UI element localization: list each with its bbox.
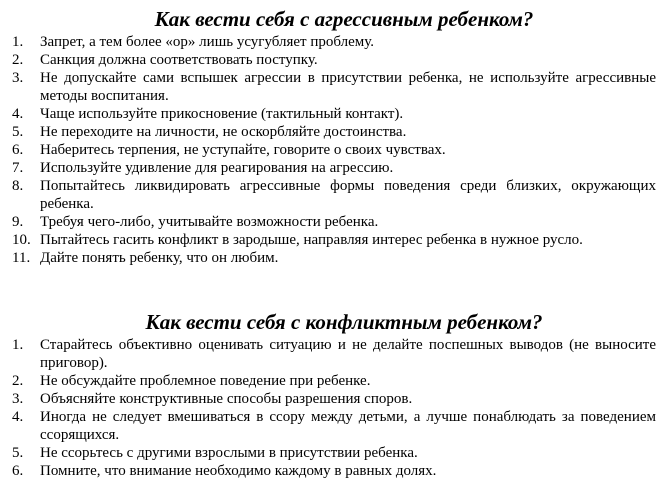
list-item (12, 462, 656, 480)
item-number: 4. (12, 409, 24, 425)
item-text: Используйте удивление для реагирования на агрессию. (40, 160, 394, 176)
list-item (12, 177, 656, 213)
list-item (12, 444, 656, 462)
section-heading: Как вести себя с агрессивным ребенком? (154, 7, 534, 31)
list-item (12, 372, 656, 390)
item-text: Иногда не следует вмешиваться в ссору между детьми, а лучше понаблюдать за поведением ссорящихся. (40, 409, 656, 443)
list-item (12, 33, 656, 51)
item-text: Санкция должна соответствовать поступку. (40, 52, 318, 68)
item-number: 6. (12, 463, 24, 479)
item-text: Не ссорьтесь с другими взрослыми в присутствии ребенка. (40, 445, 418, 461)
item-number: 2. (12, 52, 24, 68)
item-text: Объясняйте конструктивные способы разрешения споров. (40, 391, 413, 407)
item-number: 5. (12, 124, 24, 140)
item-text: Попытайтесь ликвидировать агрессивные формы поведения среди близких, окружающих ребенка. (40, 178, 656, 212)
list-item (12, 51, 656, 69)
list-item (12, 123, 656, 141)
list-item (12, 408, 656, 444)
advice-list (12, 33, 656, 267)
item-number: 7. (12, 160, 24, 176)
item-number: 3. (12, 70, 24, 86)
item-text: Не обсуждайте проблемное поведение при ребенке. (40, 373, 371, 389)
item-number: 9. (12, 214, 24, 230)
item-number: 2. (12, 373, 24, 389)
item-number: 1. (12, 337, 24, 353)
item-text: Не допускайте сами вспышек агрессии в присутствии ребенка, не используйте агрессивные методы воспитания. (40, 70, 656, 104)
item-text: Наберитесь терпения, не уступайте, говорите о своих чувствах. (40, 142, 446, 158)
list-item (12, 390, 656, 408)
list-item (12, 213, 656, 231)
item-number: 10. (12, 232, 31, 248)
list-item (12, 141, 656, 159)
item-number: 3. (12, 391, 24, 407)
item-number: 1. (12, 34, 24, 50)
advice-list (12, 336, 656, 480)
list-item (12, 336, 656, 372)
item-text: Чаще используйте прикосновение (тактильный контакт). (40, 106, 404, 122)
aggressive-child-section (12, 5, 656, 267)
list-item (12, 105, 656, 123)
item-number: 6. (12, 142, 24, 158)
item-number: 11. (12, 250, 31, 266)
item-number: 5. (12, 445, 24, 461)
item-text: Не переходите на личности, не оскорбляйте достоинства. (40, 124, 407, 140)
item-text: Пытайтесь гасить конфликт в зародыше, направляя интерес ребенка в нужное русло. (40, 232, 583, 248)
item-text: Запрет, а тем более «ор» лишь усугубляет проблему. (40, 34, 375, 50)
list-item (12, 231, 656, 249)
item-text: Требуя чего-либо, учитывайте возможности ребенка. (40, 214, 379, 230)
item-text: Дайте понять ребенку, что он любим. (40, 250, 279, 266)
item-text: Помните, что внимание необходимо каждому в равных долях. (40, 463, 437, 479)
item-text: Старайтесь объективно оценивать ситуацию и не делайте поспешных выводов (не выносите приговор). (40, 337, 656, 371)
list-item (12, 69, 656, 105)
list-item (12, 159, 656, 177)
section-heading: Как вести себя с конфликтным ребенком? (145, 310, 543, 334)
item-number: 8. (12, 178, 24, 194)
conflict-child-section (12, 308, 656, 480)
item-number: 4. (12, 106, 24, 122)
list-item (12, 249, 656, 267)
